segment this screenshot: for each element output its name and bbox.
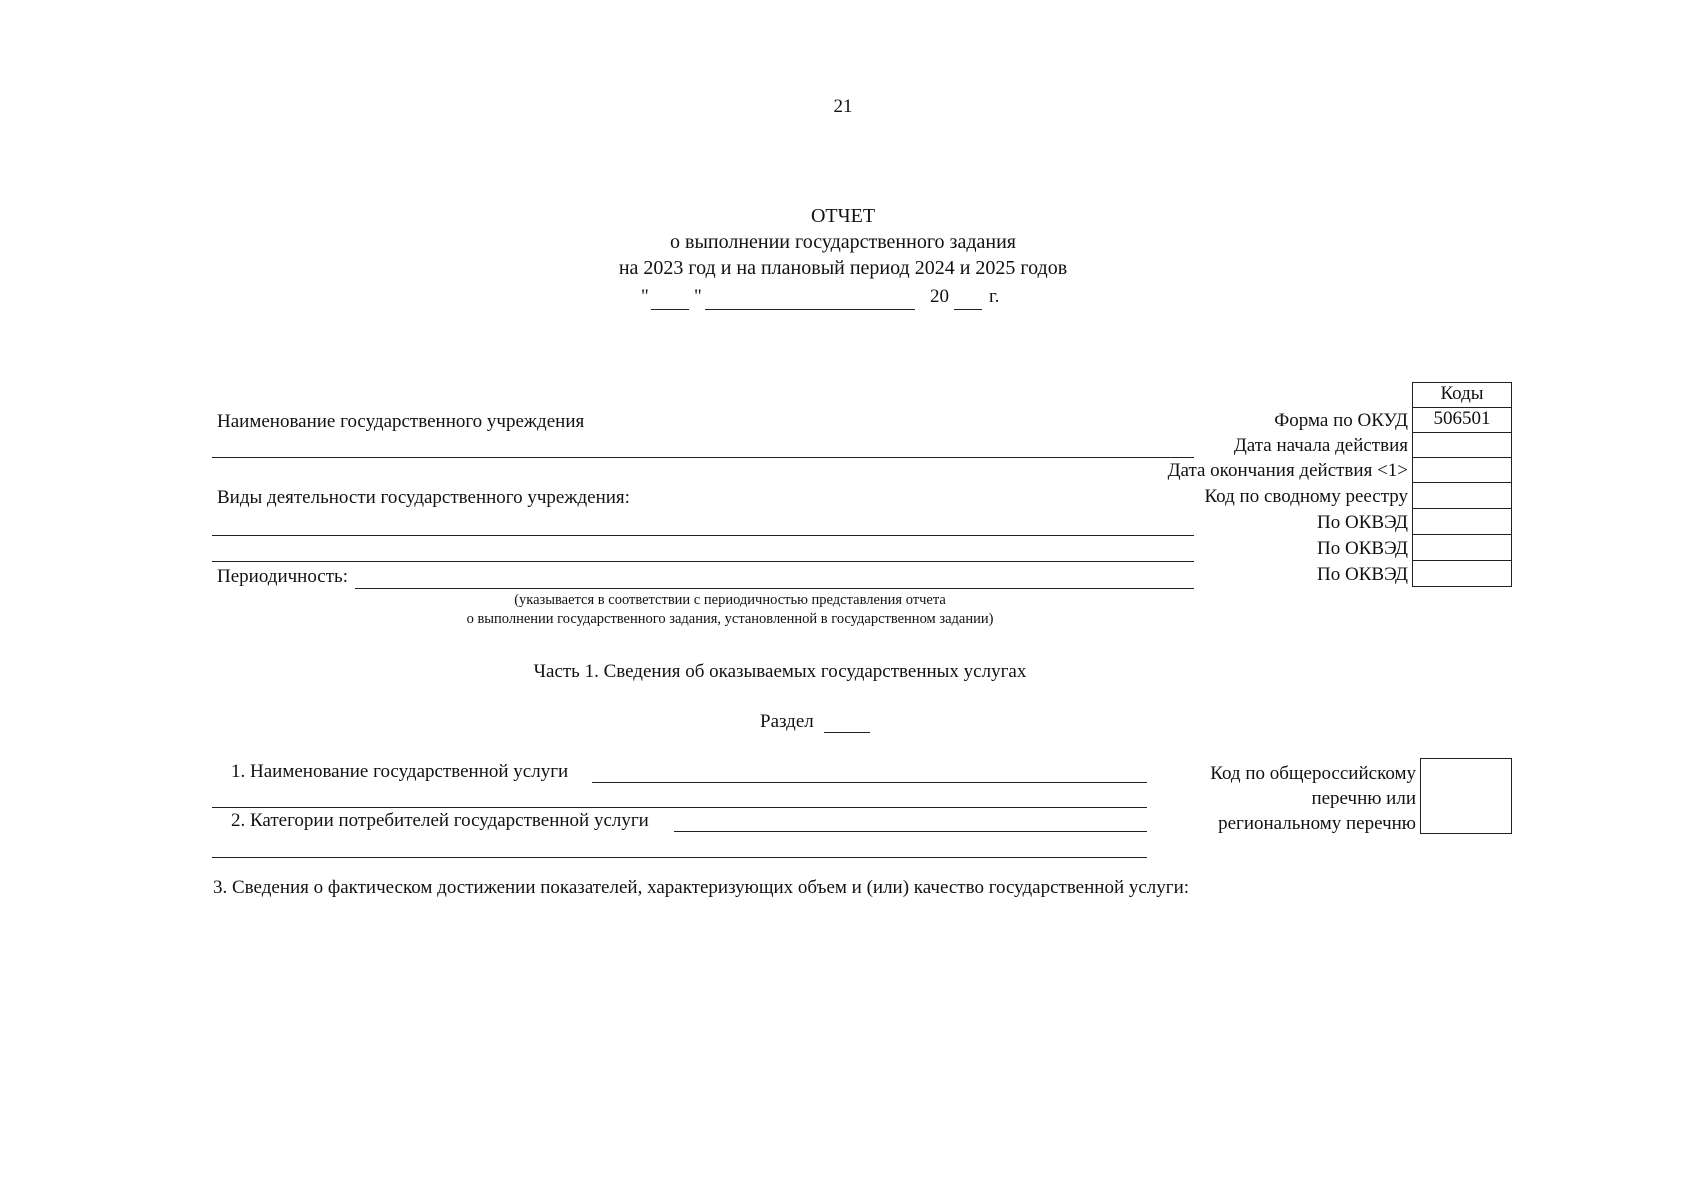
code-value-okved-2[interactable] [1412,534,1512,561]
registry-code-label-line-2: перечню или [1311,788,1416,809]
code-value-okved-3[interactable] [1412,560,1512,587]
code-label-okved-1: По ОКВЭД [1317,512,1408,533]
consumer-categories-field[interactable] [674,831,1147,832]
section-number-field[interactable] [824,732,870,733]
periodicity-note-line-2: о выполнении государственного задания, установленной в государственном задании) [466,611,994,627]
periodicity-label: Периодичность: [217,566,348,587]
date-quote-open: " [641,286,649,307]
indicators-label: 3. Сведения о фактическом достижении показателей, характеризующих объем и (или) качество государственной услуги: [213,877,1190,898]
activities-label: Виды деятельности государственного учреждения: [217,487,630,508]
date-year-prefix: 20 [930,286,949,307]
activities-field-line-2[interactable] [212,561,1194,562]
code-label-okud: Форма по ОКУД [1274,410,1408,431]
report-subtitle: о выполнении государственного задания [670,231,1016,253]
registry-code-label [1150,761,1416,836]
code-label-end-date: Дата окончания действия <1> [1167,460,1408,481]
code-value-start-date[interactable] [1412,432,1512,458]
date-month-field[interactable] [705,309,915,310]
date-quote-close: " [694,286,702,307]
consumer-categories-label: 2. Категории потребителей государственной услуги [231,810,649,831]
date-day-field[interactable] [651,309,689,310]
registry-code-label-line-3: региональному перечню [1218,813,1416,834]
code-label-registry: Код по сводному реестру [1204,486,1408,507]
code-label-start-date: Дата начала действия [1233,435,1408,456]
code-value-okved-1[interactable] [1412,508,1512,535]
date-year-suffix: г. [989,286,1000,307]
code-value-end-date[interactable] [1412,457,1512,483]
periodicity-note-line-1: (указывается в соответствии с периодичностью представления отчета [514,592,946,608]
codes-header: Коды [1412,382,1512,408]
report-title: ОТЧЕТ [810,205,876,227]
code-value-okud[interactable]: 506501 [1412,407,1512,433]
periodicity-note [400,591,1060,629]
institution-name-label: Наименование государственного учреждения [217,411,585,432]
service-name-field[interactable] [592,782,1147,783]
section-label: Раздел [760,711,814,732]
registry-code-box[interactable] [1420,758,1512,834]
activities-field-line-1[interactable] [212,535,1194,536]
registry-code-label-line-1: Код по общероссийскому [1210,763,1416,784]
date-year-field[interactable] [954,309,982,310]
part1-title: Часть 1. Сведения об оказываемых государственных услугах [533,661,1027,682]
code-label-okved-3: По ОКВЭД [1317,564,1408,585]
report-header [0,203,1686,281]
report-period: на 2023 год и на плановый период 2024 и 2025 годов [618,257,1068,279]
institution-name-field[interactable] [212,457,1194,458]
service-name-field-line-2[interactable] [212,807,1147,808]
service-name-label: 1. Наименование государственной услуги [231,761,569,782]
code-value-registry[interactable] [1412,482,1512,509]
consumer-categories-field-line-2[interactable] [212,857,1147,858]
periodicity-field[interactable] [355,588,1194,589]
code-label-okved-2: По ОКВЭД [1317,538,1408,559]
page-number: 21 [833,96,853,117]
